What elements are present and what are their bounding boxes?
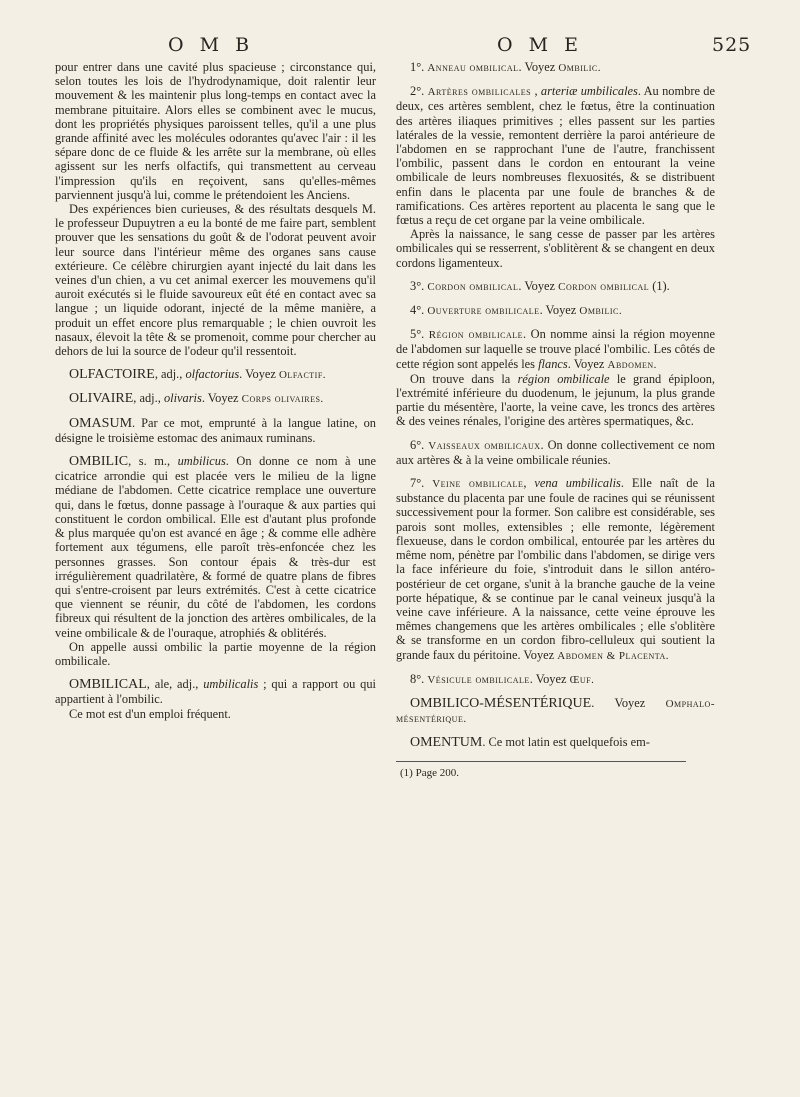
cross-reference: Abdomen. xyxy=(607,358,657,371)
separator: , xyxy=(523,476,535,491)
entry-text: . On donne ce nom à une cicatrice arrondie qui est placée vers le milieu de la ligne médiane de l'abdomen. Cette cicatrice remplace une ouverture qui, dans le fœtus, donne passage à l'ouraque & aux parties qui constituent le cordon ombilical. Elle est d'autant plus profonde & plus marquée qu'on est avancé en âge ; & comme elle adhère fortement aux tégumens, elle paroît très-enfoncée chez les personnes grasses. Son contour épais & très-dur est irrégulièrement quadrilatère, & formé de quatre plans de fibres qui s'entre-croisent par leurs extrémités. C'est à cette cicatrice que viennent se réunir, du côté de l'abdomen, les cordons fibreux qui résultent de la jonction des artères ombilicales, de la veine ombilicale & de l'ouraque, atrophiés & oblitérés. xyxy=(55,454,376,640)
entry-pos: , adj., xyxy=(154,367,186,382)
entry-latin: arteriæ umbilicales xyxy=(540,84,638,99)
entry-omentum xyxy=(396,735,715,750)
entry-headword: OMBILIC xyxy=(69,454,129,470)
footnote-marker: (1). xyxy=(649,278,670,293)
separator: , xyxy=(531,84,541,99)
subentry-head: Cordon ombilical xyxy=(427,280,519,293)
entry-latin: umbilicus xyxy=(177,454,226,469)
entry-text: . Par ce mot, emprunté à la langue latine, on désigne le troisième estomac des animaux ruminans. xyxy=(55,415,376,445)
paragraph: On appelle aussi ombilic la partie moyenne de la région ombilicale. xyxy=(55,639,376,668)
entry-text: ; qui a rapport ou qui appartient à l'ombilic. xyxy=(55,677,376,707)
entry-omasum xyxy=(55,416,376,445)
entry-text: . On donne collectivement ce nom aux artères & à la veine ombilicale réunies. xyxy=(396,437,715,467)
subentry-head: Région ombilicale xyxy=(428,329,524,342)
subentry-number: 1°. xyxy=(410,60,428,74)
cross-reference: Abdomen & Placenta. xyxy=(557,649,669,662)
entry-text: . Elle naît de la substance du placenta par une foule de racines qui se réunissent successivement pour la former. Son calibre est considérable, ses parois sont molles, extensibles ; elle remonte, légèrement flexueuse, dans le cordon ombilical, entourée par les artères du même nom, pénètre par l'ombilic dans l'abdomen, se dirige vers la face inférieure du foie, s'introduit dans le sillon antéro-postérieur de cet organe, s'unit à la branche gauche de la veine porte hépatique, & se continue par le canal veineux jusqu'à la veine cave inférieure. A la naissance, cette veine éprouve les mêmes changemens que les artères ombilicales ; elle s'oblitère & se transforme en un cordon fibro-celluleux qui soutient la grande faux du péritoine. xyxy=(396,476,715,662)
paragraph: Après la naissance, le sang cesse de passer par les artères ombilicales qui se resserrent, s'oblitèrent & se changent en deux cordons ligamenteux. xyxy=(396,227,715,270)
subentry-7 xyxy=(396,476,715,663)
cross-reference: Olfactif. xyxy=(278,369,327,382)
subentry-8 xyxy=(396,672,715,687)
subentry-head: Veine ombilicale xyxy=(432,478,524,491)
footnote: (1) Page 200. xyxy=(400,766,459,779)
entry-see: . Voyez xyxy=(239,367,279,382)
entry-italic: région ombilicale xyxy=(517,371,610,386)
paragraph xyxy=(396,372,715,429)
header-left: O M B xyxy=(168,34,255,56)
subentry-6 xyxy=(396,438,715,467)
cross-reference: Ombilic. xyxy=(579,305,623,318)
cross-reference: Omphalo-mésentérique. xyxy=(396,697,715,726)
subentry-5 xyxy=(396,327,715,372)
text-run: le grand épiploon, l'extrémité inférieure du duodenum, le jejunum, la plus grande partie du mésentère, l'aorte, la veine cave, les troncs des artères & des veines rénales, l'origine des artères spermatiques, &c. xyxy=(396,371,715,429)
subentry-number: 3°. xyxy=(410,278,428,293)
subentry-head: Ouverture ombilicale xyxy=(427,305,540,318)
entry-headword: OMASUM xyxy=(69,415,133,431)
header-middle: O M E xyxy=(497,34,583,56)
subentry-number: 5°. xyxy=(410,327,429,342)
right-column xyxy=(396,60,715,780)
cross-reference: Ombilic. xyxy=(558,62,602,74)
cross-reference: Corps olivaires. xyxy=(241,393,324,406)
entry-olivaire xyxy=(55,391,376,406)
entry-pos: , adj., xyxy=(133,391,164,406)
paragraph: Des expériences bien curieuses, & des résultats desquels M. le professeur Dupuytren a eu la bonté de me faire part, semblent prouver que les sensations du goût & de l'odorat peuvent avoir leur source dans l'intérieur même des organes sans cause extérieure. Ce célèbre chirurgien ayant injecté du lait dans les veines d'un chien, a vu cet animal exercer les mouvemens qu'il auroit exécutés si le fluide savoureux eût été en contact avec sa langue ; un liquide odorant, injecté de la même manière, a produit un effet encore plus remarquable ; le chien ouvroit les nasaux, élevoit la tête & se promenoit, comme pour chercher au dehors de lui la source de l'odeur qu'il ressentoit. xyxy=(55,202,376,359)
entry-see: Voyez xyxy=(523,647,558,662)
entry-headword: OMENTUM xyxy=(410,735,483,751)
entry-headword: OLIVAIRE xyxy=(69,391,134,407)
entry-see: . Voyez xyxy=(518,278,559,293)
subentry-head: Anneau ombilical xyxy=(427,62,519,74)
entry-text: . Ce mot latin est quelquefois em- xyxy=(482,735,650,750)
footnote-divider xyxy=(396,761,686,762)
entry-see: . Voyez xyxy=(529,671,570,686)
entry-headword: OMBILICAL xyxy=(69,677,147,693)
entry-see: . Voyez xyxy=(518,60,559,74)
entry-see: . Voyez xyxy=(539,303,580,318)
cross-reference: Œuf. xyxy=(569,673,595,686)
entry-pos: , s. m., xyxy=(128,454,178,469)
left-column xyxy=(55,60,376,721)
entry-ombilic xyxy=(55,454,376,640)
subentry-head: Vésicule ombilicale xyxy=(427,673,530,686)
subentry-number: 8°. xyxy=(410,671,428,686)
entry-ombilical xyxy=(55,677,376,706)
subentry-number: 2°. xyxy=(410,84,428,99)
entry-text: . Au nombre de deux, ces artères semblent, chez le fœtus, être la continuation des artères iliaques primitives ; elles passent sur les parties latérales de la vessie, remontent derrière la paroi antérieure de l'abdomen en se rapprochant l'une de l'autre, franchissent l'ombilic, passent dans le cordon en entourant la veine ombilicale de leurs nombreuses flexuosités, & se distribuent enfin dans le placenta par une foule de branches & de ramifications. Ces artères reportent au placenta le sang que le fœtus a reçu de cet organe par la veine ombilicale. xyxy=(396,84,715,228)
entry-ombilico-mesenterique xyxy=(396,696,715,726)
page-number: 525 xyxy=(712,34,752,56)
entry-pos: , ale, adj., xyxy=(146,677,204,692)
paragraph: pour entrer dans une cavité plus spacieuse ; circonstance qui, selon toutes les lois de l'hydrodynamique, doit ralentir leur mouvement & les maintenir plus long-temps en contact avec la membrane pituitaire. Alors elles se combinent avec le mucus, dont les propriétés physiques paroissent telles, qu'il a une plus grande affinité avec les molécules odorantes qu'avec l'air : il les sépare donc de ce fluide & les arrête sur la membrane, où elles agissent sur les nerfs olfactifs, qui transmettent au cerveau l'impression qu'ils en reçoivent, sans qu'elles-mêmes parviennent jusqu'à lui, comme le prétendoient les Anciens. xyxy=(55,60,376,202)
entry-latin: vena umbilicalis xyxy=(534,476,621,491)
entry-see: . Voyez xyxy=(591,695,666,710)
entry-olfactoire xyxy=(55,367,376,382)
subentry-number: 6°. xyxy=(410,437,429,452)
entry-italic: flancs xyxy=(538,356,568,371)
subentry-head: Artères ombilicales xyxy=(427,86,532,99)
subentry-2 xyxy=(396,84,715,227)
entry-latin: olivaris xyxy=(163,391,202,406)
text-run: On trouve dans la xyxy=(410,371,518,386)
entry-latin: umbilicalis xyxy=(203,677,259,692)
entry-latin: olfactorius xyxy=(185,367,240,382)
subentry-1 xyxy=(396,60,715,75)
subentry-number: 4°. xyxy=(410,303,428,318)
subentry-4 xyxy=(396,303,715,318)
entry-headword: OLFACTOIRE xyxy=(69,367,155,383)
subentry-3 xyxy=(396,279,715,294)
subentry-head: Vaisseaux ombilicaux xyxy=(428,439,541,452)
paragraph: Ce mot est d'un emploi fréquent. xyxy=(69,706,231,721)
entry-see: . Voyez xyxy=(201,391,242,406)
entry-text: . On nomme ainsi la région moyenne de l'abdomen sur laquelle se trouve placé l'ombilic. Les côtés de cette région sont appelés les xyxy=(396,327,715,371)
cross-reference: Cordon ombilical xyxy=(558,280,650,293)
entry-see: . Voyez xyxy=(567,356,608,371)
entry-headword: OMBILICO-MÉSENTÉRIQUE xyxy=(410,695,592,711)
subentry-number: 7°. xyxy=(410,476,433,491)
